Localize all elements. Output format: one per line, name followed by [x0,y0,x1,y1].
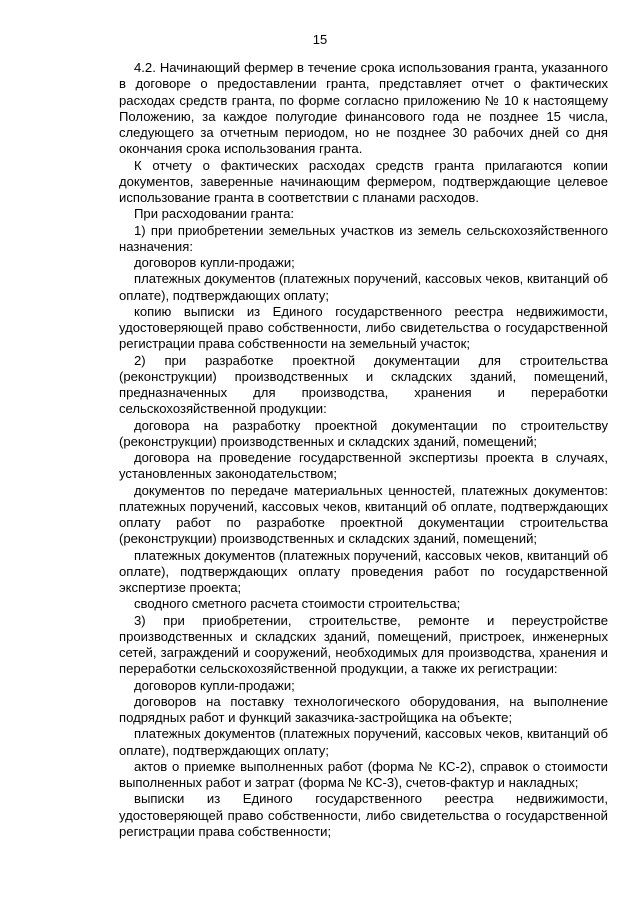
page-number: 15 [312,32,328,47]
paragraph: сводного сметного расчета стоимости строительства; [134,596,461,612]
paragraph: платежных документов (платежных поручений, кассовых чеков, квитанций об оплате), подтверждающих оплату; [119,726,608,758]
paragraph: 4.2. Начинающий фермер в течение срока использования гранта, указанного в договоре о предоставлении гранта, представляет отчет о фактических расходах средств гранта, по форме согласно приложению № 10 к настоящему Положению, за каждое полугодие финансового года не позднее 15 числа, следующего за отчетным периодом, но не позднее 30 рабочих дней со дня окончания срока использования гранта. [119,60,608,157]
paragraph: платежных документов (платежных поручений, кассовых чеков, квитанций об оплате), подтверждающих оплату проведения работ по государственной экспертизе проекта; [119,547,608,595]
paragraph: договора на проведение государственной экспертизы проекта в случаях, установленных законодательством; [119,450,608,482]
paragraph: договоров купли-продажи; [134,677,295,693]
paragraph: 1) при приобретении земельных участков из земель сельскохозяйственного назначения: [119,222,608,254]
paragraph: платежных документов (платежных поручений, кассовых чеков, квитанций об оплате), подтверждающих оплату; [119,271,608,303]
paragraph: выписки из Единого государственного реестра недвижимости, удостоверяющей право собственности, либо свидетельства о государственной регистрации права собственности; [119,791,608,839]
document-body [119,60,608,840]
paragraph: договоров купли-продажи; [134,255,295,270]
paragraph: 3) при приобретении, строительстве, ремонте и переустройстве производственных и складских зданий, помещений, пристроек, инженерных сетей, заграждений и сооружений, необходимых для производства, хранения и переработки сельскохозяйственной продукции, а также их регистрации: [119,612,608,677]
paragraph: актов о приемке выполненных работ (форма № КС-2), справок о стоимости выполненных работ и затрат (форма № КС-3), счетов-фактур и накладных; [119,758,608,790]
paragraph: копию выписки из Единого государственного реестра недвижимости, удостоверяющей право собственности, либо свидетельства о государственной регистрации права собственности на земельный участок; [119,303,608,352]
paragraph: договоров на поставку технологического оборудования, на выполнение подрядных работ и функций заказчика-застройщика на объекте; [119,693,608,725]
paragraph: К отчету о фактических расходах средств гранта прилагаются копии документов, заверенные начинающим фермером, подтверждающие целевое использование гранта в соответствии с планами расходов. [119,157,608,205]
paragraph: документов по передаче материальных ценностей, платежных документов: платежных поручений, кассовых чеков, квитанций об оплате, подтверждающих оплату работ по разработке проектной документации строительства (реконструкции) производственных и складских зданий, помещений; [119,482,608,547]
paragraph: 2) при разработке проектной документации для строительства (реконструкции) производственных и складских зданий, помещений, предназначенных для производства, хранения и переработки сельскохозяйственной продукции: [119,352,608,417]
paragraph: При расходовании гранта: [134,206,295,222]
paragraph: договора на разработку проектной документации по строительству (реконструкции) производственных и складских зданий, помещений; [119,417,608,449]
